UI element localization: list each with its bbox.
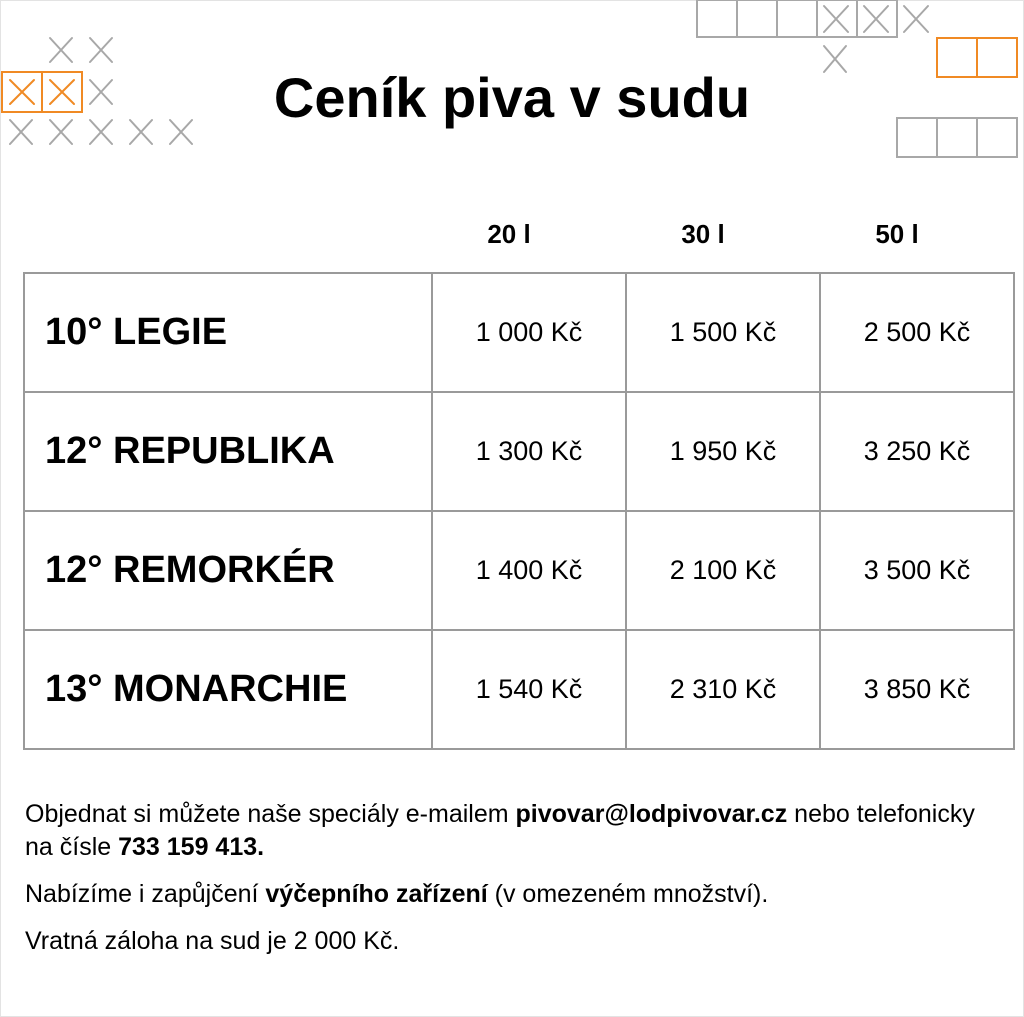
deposit-info: Vratná záloha na sud je 2 000 Kč. (25, 927, 400, 955)
order-text-2: nebo telefonicky na čísle (25, 800, 975, 861)
price-cell: 1 400 Kč (432, 511, 626, 630)
price-table (23, 272, 1015, 750)
price-cell: 3 500 Kč (820, 511, 1014, 630)
table-row (24, 511, 1014, 630)
column-header-30l: 30 l (681, 219, 725, 249)
page-title: Ceník piva v sudu (273, 66, 751, 129)
beer-name: 13° MONARCHIE (24, 630, 432, 749)
rental-text-2: (v omezeném množství). (487, 880, 769, 908)
price-cell: 3 850 Kč (820, 630, 1014, 749)
column-header-20l: 20 l (487, 219, 531, 249)
rental-equipment: výčepního zařízení (265, 880, 488, 908)
price-cell: 3 250 Kč (820, 392, 1014, 511)
price-cell: 2 500 Kč (820, 273, 1014, 392)
price-cell: 1 500 Kč (626, 273, 820, 392)
price-cell: 2 310 Kč (626, 630, 820, 749)
column-header-50l: 50 l (875, 219, 919, 249)
rental-text-1: Nabízíme i zapůjčení (25, 880, 266, 908)
price-cell: 1 300 Kč (432, 392, 626, 511)
notes-section (25, 798, 1005, 972)
beer-name: 10° LEGIE (24, 273, 432, 392)
price-cell: 1 950 Kč (626, 392, 820, 511)
table-row (24, 630, 1014, 749)
phone-number: 733 159 413. (118, 833, 265, 861)
beer-name: 12° REMORKÉR (24, 511, 432, 630)
beer-name: 12° REPUBLIKA (24, 392, 432, 511)
price-cell: 1 540 Kč (432, 630, 626, 749)
order-text-1: Objednat si můžete naše speciály e-mailem (25, 800, 516, 828)
price-cell: 1 000 Kč (432, 273, 626, 392)
email-address: pivovar@lodpivovar.cz (515, 800, 788, 828)
table-row (24, 392, 1014, 511)
table-row (24, 273, 1014, 392)
rental-info (25, 878, 1005, 911)
order-info (25, 798, 1005, 864)
price-cell: 2 100 Kč (626, 511, 820, 630)
